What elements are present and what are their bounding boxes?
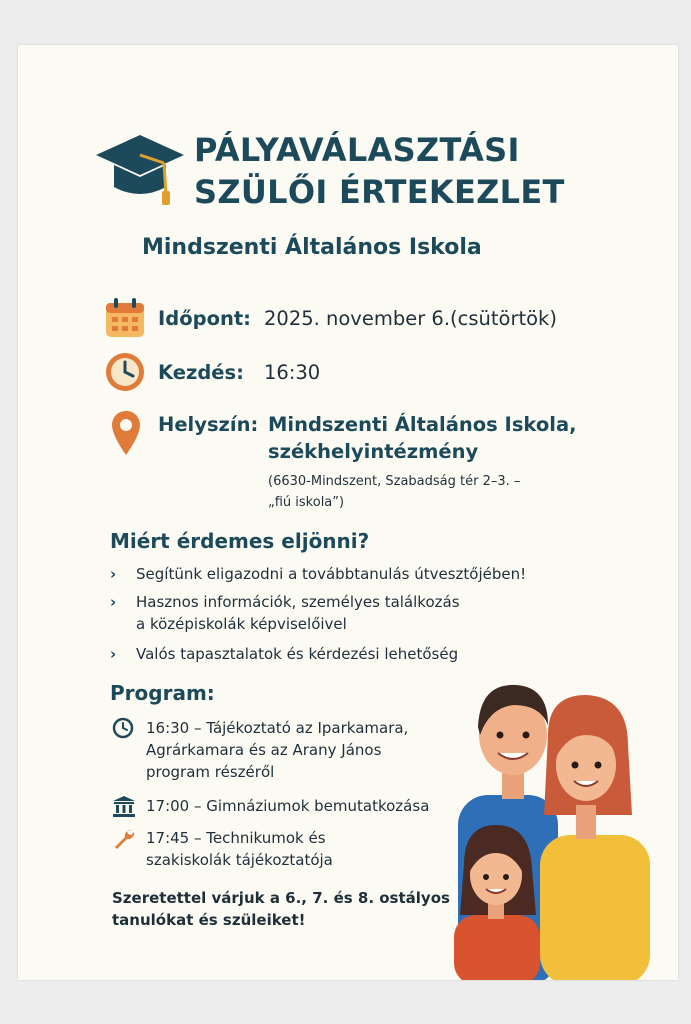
program-item: 16:30 – Tájékoztató az Iparkamara, Agrárkamara és az Arany János program részéről [146, 719, 409, 781]
list-item: › Valós tapasztalatok és kérdezési lehetőség [110, 645, 459, 663]
date-label: Időpont: [158, 307, 251, 330]
institution-icon [112, 795, 136, 817]
graduation-cap-icon [94, 129, 186, 209]
location-line-1: Mindszenti Általános Iskola, [268, 413, 577, 436]
list-item: › Hasznos információk, személyes találkozás a középiskolák képviselőivel [110, 593, 460, 633]
date-value: 2025. november 6.(csütörtök) [264, 307, 557, 330]
program-heading: Program: [110, 681, 215, 705]
wrench-icon [112, 827, 136, 851]
program-item: 17:45 – Technikumok és szakiskolák tájékoztatója [146, 829, 333, 869]
school-name: Mindszenti Általános Iskola [142, 235, 482, 260]
chevron-right-icon: › [110, 593, 117, 611]
title-line-1: PÁLYAVÁLASZTÁSI [194, 131, 520, 169]
location-pin-icon [110, 409, 142, 457]
location-line-2: székhelyintézmény [268, 440, 479, 463]
calendar-icon [104, 297, 146, 339]
flyer-page [18, 45, 678, 980]
clock-icon [104, 351, 146, 393]
start-value: 16:30 [264, 361, 321, 384]
chevron-right-icon: › [110, 565, 117, 583]
start-label: Kezdés: [158, 361, 244, 384]
list-item: › Segítünk eligazodni a továbbtanulás útvesztőjében! [110, 565, 527, 583]
family-illustration [428, 665, 653, 980]
title-line-2: SZÜLŐI ÉRTEKEZLET [194, 173, 565, 211]
why-heading: Miért érdemes eljönni? [110, 529, 370, 553]
clock-icon [112, 717, 134, 739]
closing-text: Szeretettel várjuk a 6., 7. és 8. ostályos tanulókat és szüleiket! [112, 889, 450, 929]
address-line-2: „fiú iskola”) [268, 495, 345, 510]
page-title [194, 129, 565, 213]
program-item: 17:00 – Gimnáziumok bemutatkozása [146, 797, 430, 815]
chevron-right-icon: › [110, 645, 117, 663]
address-line-1: (6630-Mindszent, Szabadság tér 2–3. – [268, 474, 521, 489]
location-label: Helyszín: [158, 413, 259, 436]
